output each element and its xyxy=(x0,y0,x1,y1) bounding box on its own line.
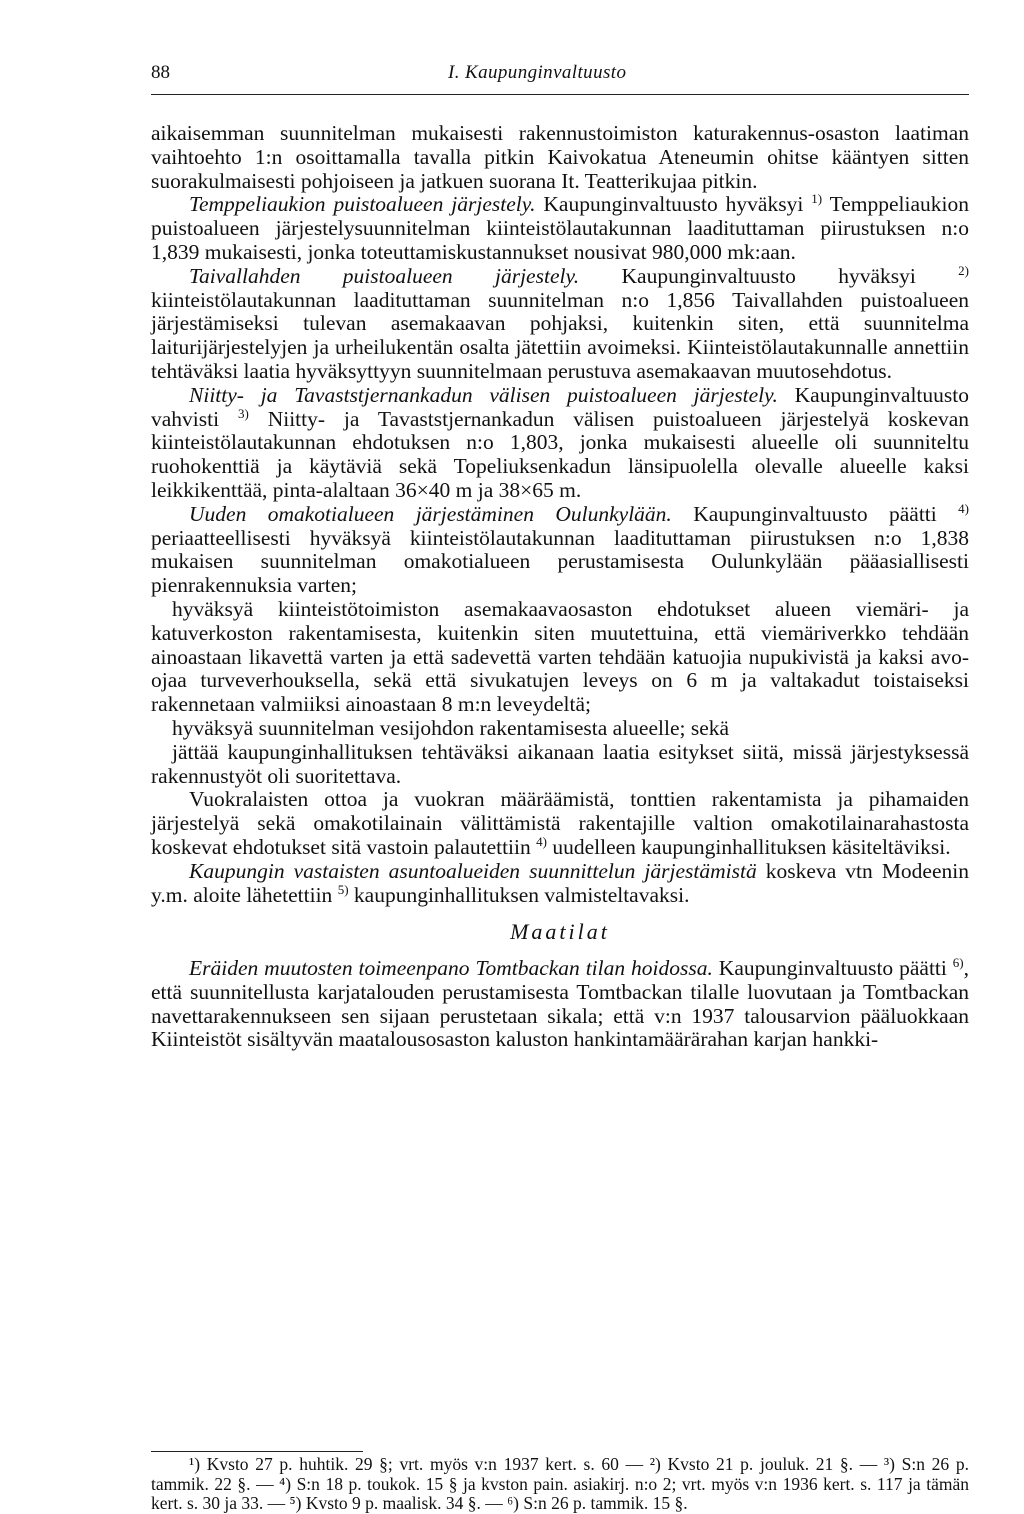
paragraph-1 xyxy=(151,122,969,193)
paragraph-text: Kaupunginvaltuusto vahvisti xyxy=(151,382,970,431)
footnote-text: ¹) Kvsto 27 p. huhtik. 29 §; vrt. myös v:n 1937 kert. s. 60 — ²) Kvsto 21 p. jouluk. 21 §. — ³) S:n 26 p. tammik. 22 §. — ⁴) S:n 18 p. toukok. 15 § ja kvston pain. asiakirj. n:o 2; vrt. myös v:n 1936 kert. s. 117 ja tämän kert. s. 30 ja 33. — ⁵) Kvsto 9 p. maalisk. 34 §. — ⁶) S:n 26 p. tammik. 15 §. xyxy=(151,1454,969,1514)
paragraph-text: Niitty- ja Tavaststjernankadun välisen puistoalueen järjestelyä koskevan kiinteistölautakunnan ehdotuksen n:o 1,803, jonka mukaisesti alueelle oli suunniteltu ruohokenttiä ja käytäviä sekä Topeliuksenkadun länsipuolella olevalle alueelle kaksi leikkikenttää, pinta-alaltaan 36×40 m ja 38×65 m. xyxy=(151,406,969,502)
footnotes xyxy=(151,1455,969,1514)
paragraph-text: uudelleen kaupunginhallituksen käsiteltäviksi. xyxy=(546,834,951,859)
footnote-ref: 6) xyxy=(952,954,964,970)
topic-heading: Niitty- ja Tavaststjernankadun välisen puistoalueen järjestely. xyxy=(189,382,778,407)
paragraph-text: Temppeliaukion puistoalueen järjestelysuunnitelman kiinteistölautakunnan laadituttaman piirustuksen n:o 1,839 mukaisesti, jonka toteuttamiskustannukset nousivat 980,000 mk:aan. xyxy=(151,192,969,264)
paragraph-text: hyväksyä suunnitelman vesijohdon rakentamisesta alueelle; sekä xyxy=(172,715,730,740)
paragraph-temppeliaukio xyxy=(151,193,969,264)
paragraph-taivallahti xyxy=(151,262,969,384)
header-rule xyxy=(151,94,969,95)
paragraph-rakennustyot xyxy=(151,741,969,789)
footnote-ref: 1) xyxy=(811,191,823,207)
paragraph-text: periaatteellisesti hyväksyä kiinteistölautakunnan laadituttaman piirustuksen n:o 1,838 mukaisen suunnitelman omakotialueen perustamisesta Oulunkylään pääasiallisesti pienrakennuksia varten; xyxy=(151,525,969,598)
page-number: 88 xyxy=(151,62,170,83)
paragraph-vuokralaiset xyxy=(151,788,969,859)
paragraph-text: kaupunginhallituksen valmisteltavaksi. xyxy=(348,882,690,907)
paragraph-text: jättää kaupunginhallituksen tehtäväksi aikanaan laatia esitykset siitä, missä järjestyksessä rakennustyöt oli suoritettava. xyxy=(151,739,969,788)
body-text xyxy=(151,122,969,1052)
paragraph-text: hyväksyä kiinteistötoimiston asemakaavaosaston ehdotukset alueen viemäri- ja katuverkoston rakentamisesta, kuitenkin siten muutettuina, että viemäriverkko tehdään ainoastaan likavettä varten ja että sadevettä varten tehdään katuojia nupukivistä ja kaksi avo-ojaa turveverhouksella, sekä että sivukatujen leveys on 6 m ja valtakadut toistaiseksi rakennetaan valmiiksi ainoastaan 8 m:n leveydeltä; xyxy=(151,596,969,717)
paragraph-text: , että suunnitellusta karjatalouden perustamisesta Tomtbackan tilalle luovutaan ja Tomtbackan navettarakennukseen sen sijaan perustetaan sikala; että v:n 1937 talousarvion pääluokkaan Kiinteistöt sisältyvän maatalousosaston kaluston hankintamäärärahan karjan hankki- xyxy=(151,956,969,1052)
footnote-rule xyxy=(151,1451,363,1452)
paragraph-oulunkyla xyxy=(151,500,969,598)
topic-heading: Kaupungin vastaisten asuntoalueiden suunnittelun järjestämistä xyxy=(189,858,757,883)
footnote-ref: 2) xyxy=(958,262,969,278)
footnote-ref: 4) xyxy=(958,500,969,516)
topic-heading: Temppeliaukion puistoalueen järjestely. xyxy=(189,192,536,217)
page-header xyxy=(151,58,969,92)
paragraph-niitty xyxy=(151,384,969,503)
paragraph-tomtbacka xyxy=(151,954,969,1052)
footnote-ref: 5) xyxy=(337,881,349,897)
paragraph-vesijohto xyxy=(151,717,969,741)
running-head: I. Kaupunginvaltuusto xyxy=(448,62,627,83)
topic-heading: Eräiden muutosten toimeenpano Tomtbackan tilan hoidossa. xyxy=(189,956,713,981)
paragraph-text: kiinteistölautakunnan laadituttaman suunnitelman n:o 1,856 Taivallahden puistoalueen järjestämiseksi tulevan asemakaavan pohjaksi, kuitenkin siten, että suunnitelma laiturijärjestelyjen ja urheilukentän osalta jätettiin avoimeksi. Kiinteistölautakunnalle annettiin tehtäväksi laatia hyväksyttyyn suunnitelmaan perustuva asemakaavan muutosehdotus. xyxy=(151,287,969,383)
topic-heading: Taivallahden puistoalueen järjestely. xyxy=(189,263,580,288)
document-page xyxy=(151,58,970,1514)
paragraph-asuntoalueet xyxy=(151,860,969,908)
paragraph-viemari xyxy=(151,598,969,717)
paragraph-text: Kaupunginvaltuusto hyväksyi xyxy=(579,263,959,288)
paragraph-text: Kaupunginvaltuusto päätti xyxy=(712,956,953,981)
footnote-ref: 3) xyxy=(237,405,249,421)
topic-heading: Uuden omakotialueen järjestäminen Oulunkylään. xyxy=(189,501,672,526)
footnote-ref: 4) xyxy=(536,833,547,849)
section-heading: Maatilat xyxy=(510,919,610,945)
paragraph-text: koskeva vtn Modeenin y.m. aloite lähetettiin xyxy=(151,858,969,907)
paragraph-text: Kaupunginvaltuusto päätti xyxy=(671,501,959,526)
paragraph-text: Vuokralaisten ottoa ja vuokran määräämistä, tonttien rakentamista ja pihamaiden järjestelyä sekä omakotilainain välittämistä rakentajille valtion omakotilainarahastosta koskevat ehdotukset sitä vastoin palautettiin xyxy=(151,787,969,859)
paragraph-text: Kaupunginvaltuusto hyväksyi xyxy=(535,192,812,217)
paragraph-text: aikaisemman suunnitelman mukaisesti rakennustoimiston katurakennus-osaston laatiman vaihtoehto 1:n osoittamalla tavalla pitkin Kaivokatua Ateneumin ohitse kääntyen sitten suorakulmaisesti pohjoiseen ja jatkuen suorana It. Teatterikujaa pitkin. xyxy=(151,121,969,193)
